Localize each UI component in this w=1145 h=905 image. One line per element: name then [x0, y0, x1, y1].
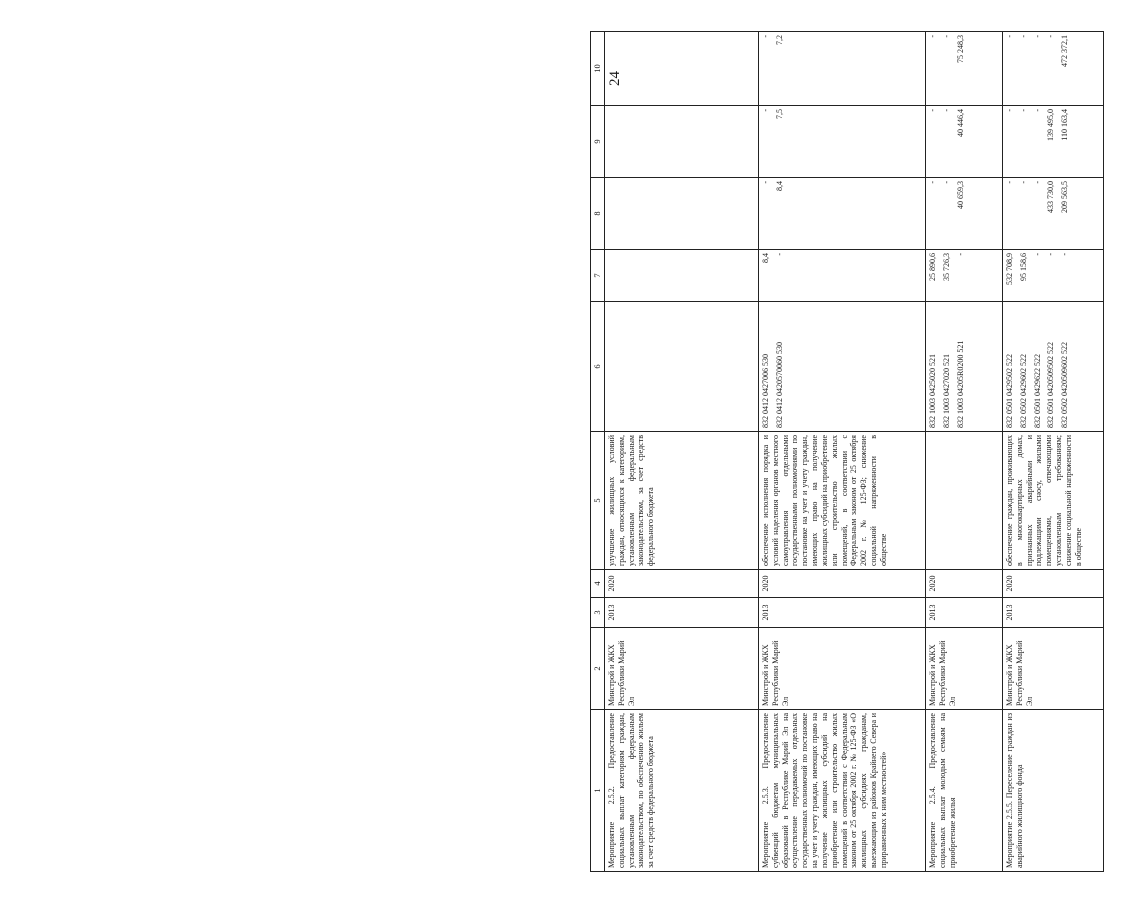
amount: 532 708,9 — [1005, 253, 1014, 285]
program-table — [590, 31, 1104, 872]
amount: 8,4 — [774, 181, 784, 191]
expected-result-cell: обеспечение исполнения порядка и условий наделения органов местного самоуправления отдельными государственными полномочиями по постановке на учет и учету граждан, имеющих право на получение жилищных субсидий на приобретение или строительство жилых помещений, в соответствии с Федеральным законом от 25 октября 2002 г. № 125-ФЗ; снижение социальной напряженности в обществе — [759, 432, 926, 570]
measure-name-cell: Мероприятие 2.5.4. Предоставление социальных выплат молодым семьям на приобретение жилья — [926, 710, 1003, 872]
amount: - — [941, 109, 951, 112]
amount: - — [928, 109, 937, 112]
start-year-cell: 2013 — [1003, 598, 1104, 628]
value-cell — [605, 178, 759, 250]
end-year-cell: 2020 — [605, 570, 759, 598]
amount: 95 158,6 — [1018, 253, 1028, 281]
budget-code: 832 0502 0429602 522 — [1018, 354, 1028, 428]
amount: - — [1005, 181, 1014, 184]
amount: - — [1046, 253, 1056, 256]
value-cell — [1003, 178, 1104, 250]
amount: 25 890,6 — [928, 253, 937, 281]
executor-cell: Минстрой и ЖКХ Республики Марий Эл — [926, 628, 1003, 710]
header-row — [591, 32, 605, 872]
value-cell — [605, 32, 759, 106]
amount: 40 446,4 — [955, 109, 965, 137]
start-year-cell: 2013 — [926, 598, 1003, 628]
budget-code: 832 0412 0427006 530 — [761, 354, 770, 428]
header-cell: 2 — [591, 628, 605, 710]
budget-code: 832 0501 0429622 522 — [1032, 354, 1042, 428]
budget-code-cell — [926, 302, 1003, 432]
value-cell — [926, 250, 1003, 302]
header-cell: 7 — [591, 250, 605, 302]
amount: - — [1005, 35, 1014, 38]
budget-code-cell — [759, 302, 926, 432]
value-cell — [759, 106, 926, 178]
value-cell — [1003, 32, 1104, 106]
measure-name-cell: Мероприятие 2.5.2. Предоставление социальных выплат категориям граждан, установленным федеральным законодательством, по обеспечению жильем за счет средств федерального бюджета — [605, 710, 759, 872]
expected-result-cell: обеспечение граждан, проживающих в многоквартирных домах, признанных аварийными и подлежащими сносу, жилыми помещениями, отвечающими установленным требованиям; снижение социальной напряженности в обществе — [1003, 432, 1104, 570]
table-row — [605, 32, 759, 872]
amount: - — [928, 35, 937, 38]
amount: - — [1032, 253, 1042, 256]
amount: - — [761, 35, 770, 38]
header-cell: 5 — [591, 432, 605, 570]
value-cell — [926, 106, 1003, 178]
amount: 472 372,1 — [1060, 35, 1070, 67]
value-cell — [926, 178, 1003, 250]
amount: - — [1032, 109, 1042, 112]
amount: 433 730,0 — [1046, 181, 1056, 213]
amount: - — [955, 253, 965, 256]
header-cell: 3 — [591, 598, 605, 628]
header-cell: 9 — [591, 106, 605, 178]
amount: - — [1060, 253, 1070, 256]
amount: - — [1018, 35, 1028, 38]
rotated-page — [590, 32, 1145, 872]
start-year-cell: 2013 — [759, 598, 926, 628]
start-year-cell: 2013 — [605, 598, 759, 628]
budget-code: 832 0501 0429502 522 — [1005, 354, 1014, 428]
expected-result-cell — [926, 432, 1003, 570]
header-cell: 1 — [591, 710, 605, 872]
value-cell — [759, 32, 926, 106]
table-row — [1003, 32, 1104, 872]
amount: 139 495,0 — [1046, 109, 1056, 141]
value-cell — [759, 178, 926, 250]
header-cell: 6 — [591, 302, 605, 432]
page-number: 24 — [607, 71, 623, 86]
value-cell — [605, 250, 759, 302]
budget-code: 832 0502 0420509602 522 — [1060, 342, 1070, 428]
amount: 8,4 — [761, 253, 770, 263]
measure-name-cell: Мероприятие 2.5.5. Переселение граждан из аварийного жилищного фонда — [1003, 710, 1104, 872]
amount: 40 659,3 — [955, 181, 965, 209]
amount: - — [1032, 181, 1042, 184]
amount: 110 163,4 — [1060, 109, 1070, 141]
budget-code-cell — [1003, 302, 1104, 432]
end-year-cell: 2020 — [1003, 570, 1104, 598]
amount: - — [1046, 35, 1056, 38]
value-cell — [1003, 250, 1104, 302]
amount: - — [928, 181, 937, 184]
table-row — [926, 32, 1003, 872]
amount: - — [761, 181, 770, 184]
budget-code: 832 0412 0420570060 530 — [774, 342, 784, 428]
value-cell — [759, 250, 926, 302]
value-cell — [1003, 106, 1104, 178]
value-cell — [605, 106, 759, 178]
amount: - — [761, 109, 770, 112]
budget-code: 832 1003 0425020 521 — [928, 354, 937, 428]
budget-code-cell — [605, 302, 759, 432]
executor-cell: Минстрой и ЖКХ Республики Марий Эл — [1003, 628, 1104, 710]
end-year-cell: 2020 — [926, 570, 1003, 598]
amount: - — [941, 181, 951, 184]
header-cell: 8 — [591, 178, 605, 250]
amount: 35 726,3 — [941, 253, 951, 281]
amount: - — [941, 35, 951, 38]
executor-cell: Минстрой и ЖКХ Республики Марий Эл — [605, 628, 759, 710]
amount: 209 563,5 — [1060, 181, 1070, 213]
end-year-cell: 2020 — [759, 570, 926, 598]
amount: - — [1018, 109, 1028, 112]
measure-name-cell: Мероприятие 2.5.3. Предоставление субвенций бюджетам муниципальных образований в Республике Марий Эл на осуществление передаваемых отдельных государственных полномочий по постановке на учет и учету граждан, имеющих право на получение жилищных субсидий на приобретение или строительство жилых помещений в соответствии с Федеральным законом от 25 октября 2002 г. № 125-ФЗ «О жилищных субсидиях гражданам, выезжающим из районов Крайнего Севера и приравненных к ним местностей» — [759, 710, 926, 872]
budget-code: 832 1003 0427020 521 — [941, 354, 951, 428]
amount: 7,5 — [774, 109, 784, 119]
expected-result-cell: улучшение жилищных условий граждан, относящихся к категориям, установленным федеральным законодательством, за счет средств федерального бюджета — [605, 432, 759, 570]
table-row — [759, 32, 926, 872]
header-cell: 10 — [591, 32, 605, 106]
amount: - — [1005, 109, 1014, 112]
budget-code: 832 1003 04205R0200 521 — [955, 340, 965, 428]
executor-cell: Минстрой и ЖКХ Республики Марий Эл — [759, 628, 926, 710]
amount: 75 248,3 — [955, 35, 965, 63]
amount: 7,2 — [774, 35, 784, 45]
amount: - — [774, 253, 784, 256]
budget-code: 832 0501 0420509502 522 — [1046, 342, 1056, 428]
amount: - — [1032, 35, 1042, 38]
header-cell: 4 — [591, 570, 605, 598]
amount: - — [1018, 181, 1028, 184]
value-cell — [926, 32, 1003, 106]
